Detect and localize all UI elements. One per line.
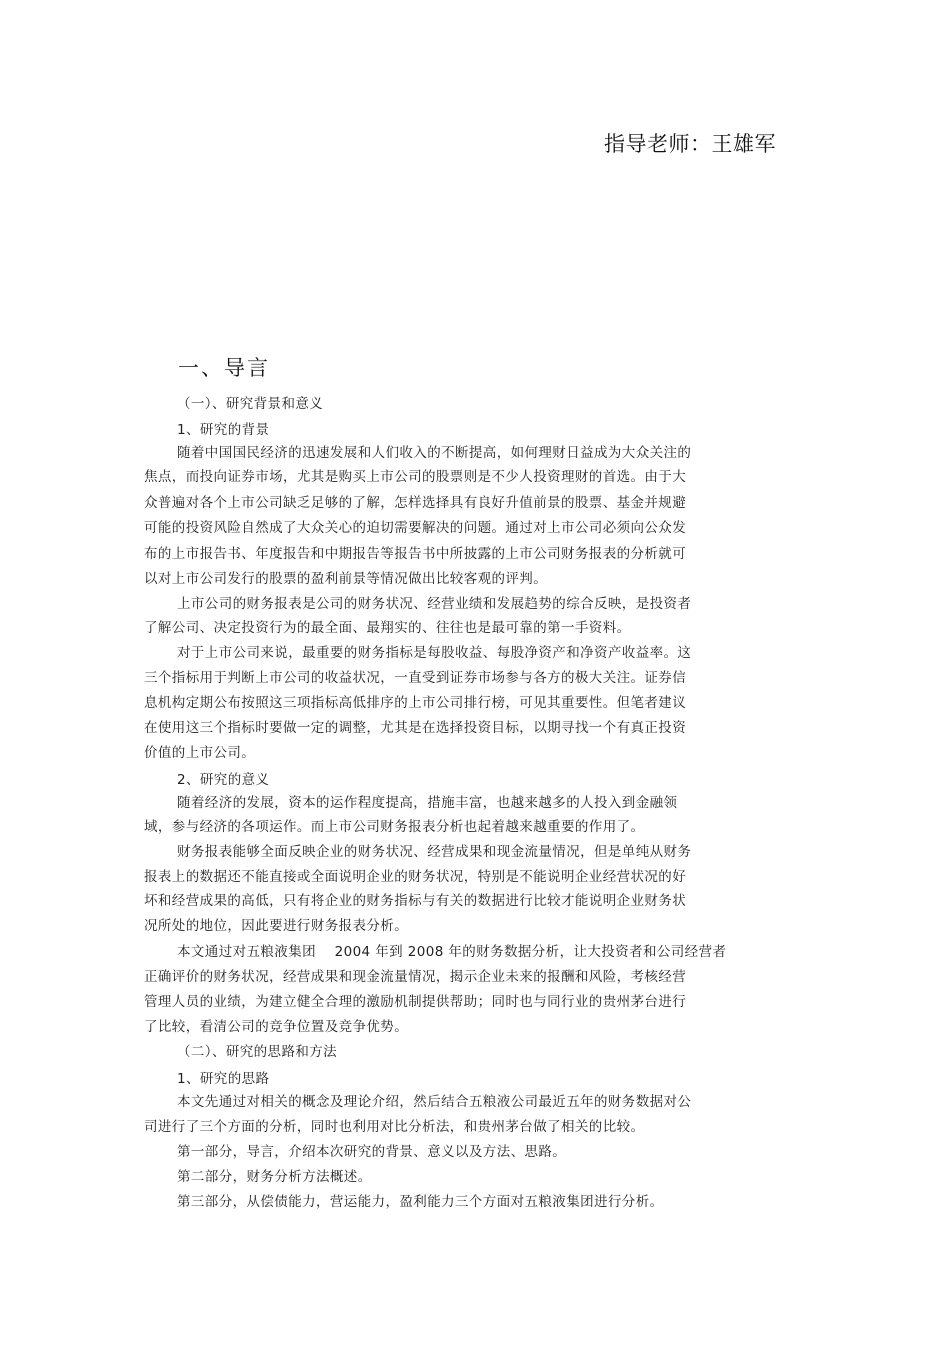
paragraph-line: 随着经济的发展，资本的运作程度提高，措施丰富，也越来越多的人投入到金融领 [177, 795, 678, 811]
paragraph-line: 财务报表能够全面反映企业的财务状况、经营成果和现金流量情况，但是单纯从财务 [177, 844, 692, 860]
paragraph-line: 坏和经营成果的高低，只有将企业的财务指标与有关的数据进行比较才能说明企业财务状 [144, 893, 687, 909]
paragraph-line: 在使用这三个指标时要做一定的调整，尤其是在选择投资目标，以期寻找一个有真正投资 [144, 720, 687, 736]
paragraph-line: 可能的投资风险自然成了大众关心的迫切需要解决的问题。通过对上市公司必须向公众发 [144, 520, 687, 536]
paragraph-line: 布的上市报告书、年度报告和中期报告等报告书中所披露的上市公司财务报表的分析就可 [144, 546, 687, 562]
paragraph-line: 息机构定期公布按照这三项指标高低排序的上市公司排行榜，可见其重要性。但笔者建议 [144, 695, 687, 711]
subsection-item-title: 1、研究的背景 [177, 422, 270, 438]
paragraph-line: 上市公司的财务报表是公司的财务状况、经营业绩和发展趋势的综合反映，是投资者 [177, 596, 692, 612]
paragraph-line: 价值的上市公司。 [144, 745, 256, 761]
paragraph-line: 第三部分，从偿债能力，营运能力，盈利能力三个方面对五粮液集团进行分析。 [177, 1194, 664, 1210]
paragraph-line: 对于上市公司来说，最重要的财务指标是每股收益、每股净资产和净资产收益率。这 [177, 645, 692, 661]
paragraph-line: 众普遍对各个上市公司缺乏足够的了解，怎样选择具有良好升值前景的股票、基金并规避 [144, 495, 687, 511]
paragraph-line: 正确评价的财务状况，经营成果和现金流量情况，揭示企业未来的报酬和风险，考核经营 [144, 969, 687, 985]
paragraph-line: 管理人员的业绩，为建立健全合理的激励机制提供帮助；同时也与同行业的贵州茅台进行 [144, 994, 687, 1010]
advisor-line: 指导老师：王雄军 [604, 132, 776, 156]
paragraph-line: 第二部分，财务分析方法概述。 [177, 1169, 372, 1185]
paragraph-line: 了比较，看清公司的竞争位置及竞争优势。 [144, 1019, 409, 1035]
paragraph-line: 三个指标用于判断上市公司的收益状况，一直受到证券市场参与各方的极大关注。证券信 [144, 670, 687, 686]
paragraph-line: 司进行了三个方面的分析，同时也利用对比分析法，和贵州茅台做了相关的比较。 [144, 1119, 645, 1135]
paragraph-line: 域，参与经济的各项运作。而上市公司财务报表分析也起着越来越重要的作用了。 [144, 819, 645, 835]
paragraph-line: 了解公司、决定投资行为的最全面、最翔实的、往往也是最可靠的第一手资料。 [144, 620, 631, 636]
subsection-item-title: 2、研究的意义 [177, 772, 270, 788]
paragraph-line: 第一部分，导言，介绍本次研究的背景、意义以及方法、思路。 [177, 1144, 567, 1160]
paragraph-line: 焦点，而投向证券市场，尤其是购买上市公司的股票则是不少人投资理财的首选。由于大 [144, 469, 687, 485]
paragraph-line: 况所处的地位，因此要进行财务报表分析。 [144, 918, 409, 934]
subsection-item-title: 1、研究的思路 [177, 1071, 270, 1087]
subsection-title: （一）、研究背景和意义 [177, 396, 324, 412]
section-heading: 一、导言 [178, 356, 270, 380]
paragraph-line: 以对上市公司发行的股票的盈利前景等情况做出比较客观的评判。 [144, 571, 548, 587]
paragraph-line: 随着中国国民经济的迅速发展和人们收入的不断提高，如何理财日益成为大众关注的 [177, 445, 692, 461]
subsection-title: （二）、研究的思路和方法 [177, 1044, 338, 1060]
paragraph-line: 报表上的数据还不能直接或全面说明企业的财务状况，特别是不能说明企业经营状况的好 [144, 869, 687, 885]
paragraph-line: 本文先通过对相关的概念及理论介绍，然后结合五粮液公司最近五年的财务数据对公 [177, 1094, 692, 1110]
paragraph-line: 本文通过对五粮液集团 2004 年到 2008 年的财务数据分析，让大投资者和公司经营者 [177, 944, 727, 960]
